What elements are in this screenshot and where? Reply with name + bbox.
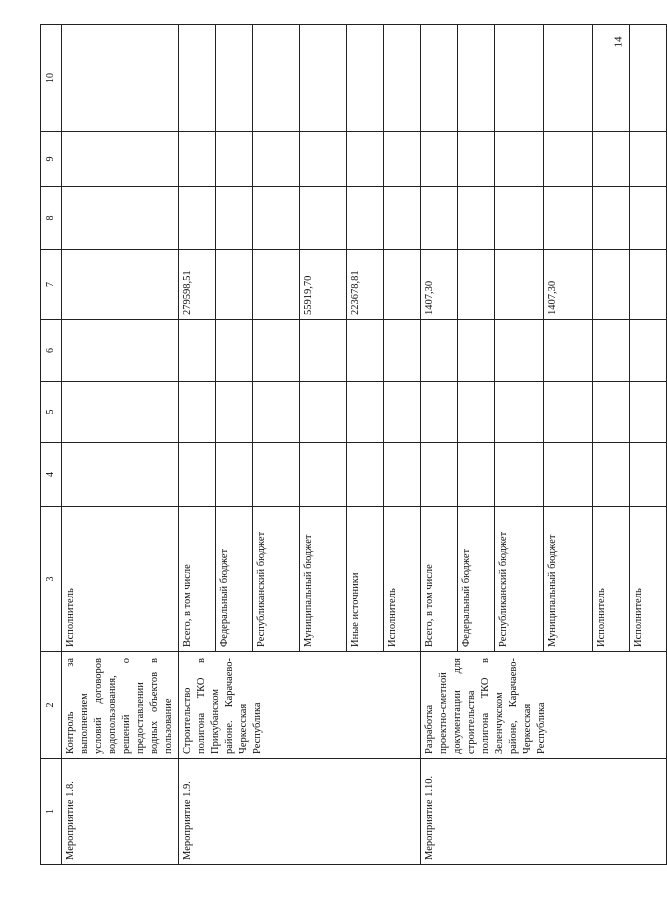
column-number: 6 xyxy=(41,320,62,382)
column-number: 3 xyxy=(41,507,62,652)
value-col7 xyxy=(458,250,495,320)
funding-source: Федеральный бюджет xyxy=(458,507,495,652)
value-col7 xyxy=(62,250,179,320)
activity-description: Разработка проектно-сметной документации для строительства полигона ТКО в Зеленчукском районе, Карачаево-Черкесская Республика xyxy=(421,652,667,759)
value-col7: 55919,70 xyxy=(300,250,347,320)
funding-source: Исполнитель xyxy=(62,507,179,652)
value-col7: 223678,81 xyxy=(347,250,384,320)
funding-source: Муниципальный бюджет xyxy=(544,507,593,652)
rotated-table-container xyxy=(40,25,644,865)
value-col7 xyxy=(495,250,544,320)
column-number: 2 xyxy=(41,652,62,759)
activity-id: Мероприятие 1.9. xyxy=(179,759,421,865)
table-row xyxy=(421,25,458,865)
activity-description: Строительство полигона ТКО в Прикубанском районе. Карачаево-Черкесская Республика xyxy=(179,652,421,759)
value-col7: 1407,30 xyxy=(421,250,458,320)
funding-source: Исполнитель xyxy=(593,507,630,652)
activity-id: Мероприятие 1.8. xyxy=(62,759,179,865)
column-number: 8 xyxy=(41,187,62,250)
funding-source: Всего, в том числе xyxy=(179,507,216,652)
column-number: 9 xyxy=(41,132,62,187)
funding-source: Республиканский бюджет xyxy=(495,507,544,652)
column-number: 5 xyxy=(41,382,62,443)
column-number: 10 xyxy=(41,25,62,132)
column-number: 7 xyxy=(41,250,62,320)
page-number: 14 xyxy=(612,36,625,48)
funding-source: Республиканский бюджет xyxy=(253,507,300,652)
funding-source: Иные источники xyxy=(347,507,384,652)
column-number: 4 xyxy=(41,443,62,507)
value-col7: 279598,51 xyxy=(179,250,216,320)
funding-source: Исполнитель xyxy=(384,507,421,652)
activity-id: Мероприятие 1.10. xyxy=(421,759,667,865)
value-col7 xyxy=(630,250,667,320)
funding-source: Муниципальный бюджет xyxy=(300,507,347,652)
column-number-row xyxy=(41,25,62,865)
funding-source: Исполнитель xyxy=(630,507,667,652)
value-col7 xyxy=(593,250,630,320)
funding-source: Федеральный бюджет xyxy=(216,507,253,652)
table-row xyxy=(179,25,216,865)
activity-description: Контроль за выполнением условий договоров водопользования, решений о предоставлении водных объектов в пользование xyxy=(62,652,179,759)
value-col7 xyxy=(253,250,300,320)
program-activities-table xyxy=(40,24,667,865)
value-col7 xyxy=(384,250,421,320)
funding-source: Всего, в том числе xyxy=(421,507,458,652)
column-number: 1 xyxy=(41,759,62,865)
value-col7 xyxy=(216,250,253,320)
table-row xyxy=(62,25,179,865)
value-col7: 1407,30 xyxy=(544,250,593,320)
